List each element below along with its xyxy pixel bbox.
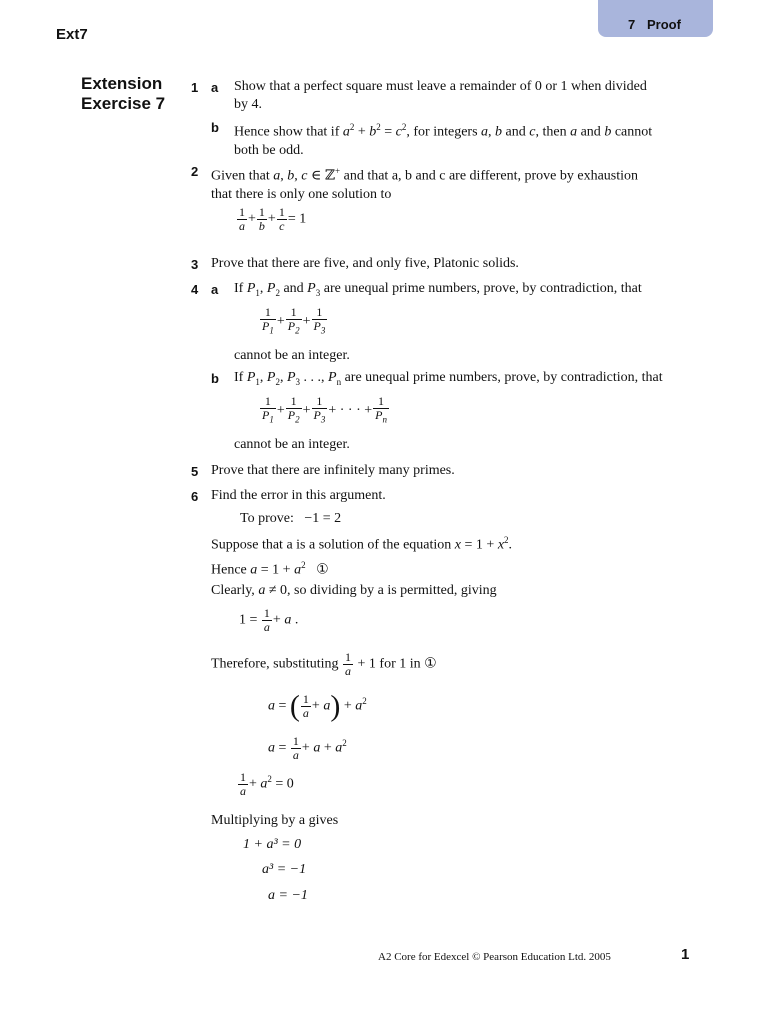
q2-number: 2 bbox=[191, 164, 199, 179]
page-number: 1 bbox=[681, 946, 690, 963]
q1-number: 1 bbox=[191, 80, 199, 95]
chapter-tab bbox=[598, 0, 713, 37]
chapter-number: 7 bbox=[628, 17, 636, 32]
q1a-text bbox=[234, 78, 647, 114]
section-title-line1: Extension bbox=[81, 74, 163, 93]
q6-eq-sub3: $\frac{1}{a}$ + $a^2 = 0$ bbox=[240, 770, 294, 798]
q6-hence: Hence $a = 1 + a^2$ ① bbox=[211, 560, 329, 578]
q1b-label: b bbox=[211, 120, 219, 135]
q6-eq-sub1: a = ( $\frac{1}{a}$ + $a) + a^2$ bbox=[268, 689, 367, 723]
q4b-expression: $\frac{1}{P_1}$ + $\frac{1}{P_2}$ + $\frac{1}{P_3}$ + · · · + $\frac{1}{P_n}$ bbox=[262, 394, 387, 425]
q1b-line2: both be odd. bbox=[234, 142, 304, 158]
section-title-line2: Exercise 7 bbox=[81, 94, 166, 113]
q6-eq-sub2: a = $\frac{1}{a}$ + $a + a^2$ bbox=[268, 734, 347, 762]
q6-number: 6 bbox=[191, 489, 199, 504]
footer-copyright: A2 Core for Edexcel © Pearson Education Ltd. 2005 bbox=[378, 951, 611, 963]
chapter-title: Proof bbox=[647, 17, 681, 32]
q4b-line2: cannot be an integer. bbox=[234, 437, 350, 452]
q4b-label: b bbox=[211, 371, 219, 386]
q4-number: 4 bbox=[191, 282, 199, 297]
q1a-label: a bbox=[211, 80, 219, 95]
q6-line1: Find the error in this argument. bbox=[211, 488, 386, 503]
q2-line2: that there is only one solution to bbox=[211, 186, 392, 202]
q2-line1: Given that a, b, c ∈ ℤ+ and that a, b and c are different, prove by exhaustion bbox=[211, 166, 639, 184]
q4a-line1: If $P_1$, $P_2$ and $P_3$ are unequal prime numbers, prove, by contradiction, that bbox=[234, 281, 642, 298]
q6-eq2: a³ = −1 bbox=[262, 862, 307, 877]
q1a-line1: Show that a perfect square must leave a remainder of 0 or 1 when divided bbox=[234, 79, 647, 94]
q6-therefore: Therefore, substituting $\frac{1}{a}$ + 1 for 1 in ① bbox=[211, 650, 437, 678]
q6-to-prove: To prove: −1 = 2 bbox=[240, 511, 342, 526]
q6-clearly: Clearly, a ≠ 0, so dividing by a is permitted, giving bbox=[211, 583, 497, 598]
q5-text: Prove that there are infinitely many primes. bbox=[211, 463, 455, 478]
q6-eq3: a = −1 bbox=[268, 888, 308, 903]
q1a-line2: by 4. bbox=[234, 97, 262, 112]
q5-number: 5 bbox=[191, 464, 199, 479]
q3-number: 3 bbox=[191, 257, 199, 272]
q1b-text bbox=[234, 118, 652, 160]
q4a-expression: $\frac{1}{P_1}$ + $\frac{1}{P_2}$ + $\frac{1}{P_3}$ bbox=[262, 305, 326, 336]
q6-eq-divide: 1 = $\frac{1}{a}$ + a . bbox=[239, 606, 299, 634]
q2-text bbox=[211, 162, 638, 204]
exercise-code: Ext7 bbox=[56, 26, 88, 43]
q6-eq1: 1 + a³ = 0 bbox=[243, 837, 302, 852]
q6-multiplying: Multiplying by a gives bbox=[211, 813, 339, 828]
q1b-line1: Hence show that if $a^2 + b^2 = c^2$, for integers a, b and c, then a and b cannot bbox=[234, 122, 653, 140]
q4a-line2: cannot be an integer. bbox=[234, 348, 350, 363]
q2-equation: $\frac{1}{a}$ + $\frac{1}{b}$ + $\frac{1}{c}$ = 1 bbox=[239, 205, 307, 233]
section-title bbox=[81, 74, 165, 114]
q4a-label: a bbox=[211, 282, 219, 297]
q4b-line1: If $P_1$, $P_2$, $P_3$ . . ., $P_n$ are unequal prime numbers, prove, by contradiction, that bbox=[234, 370, 663, 387]
q6-suppose: Suppose that a is a solution of the equation $x = 1 + x^2$. bbox=[211, 535, 513, 553]
q3-text: Prove that there are five, and only five, Platonic solids. bbox=[211, 256, 519, 271]
